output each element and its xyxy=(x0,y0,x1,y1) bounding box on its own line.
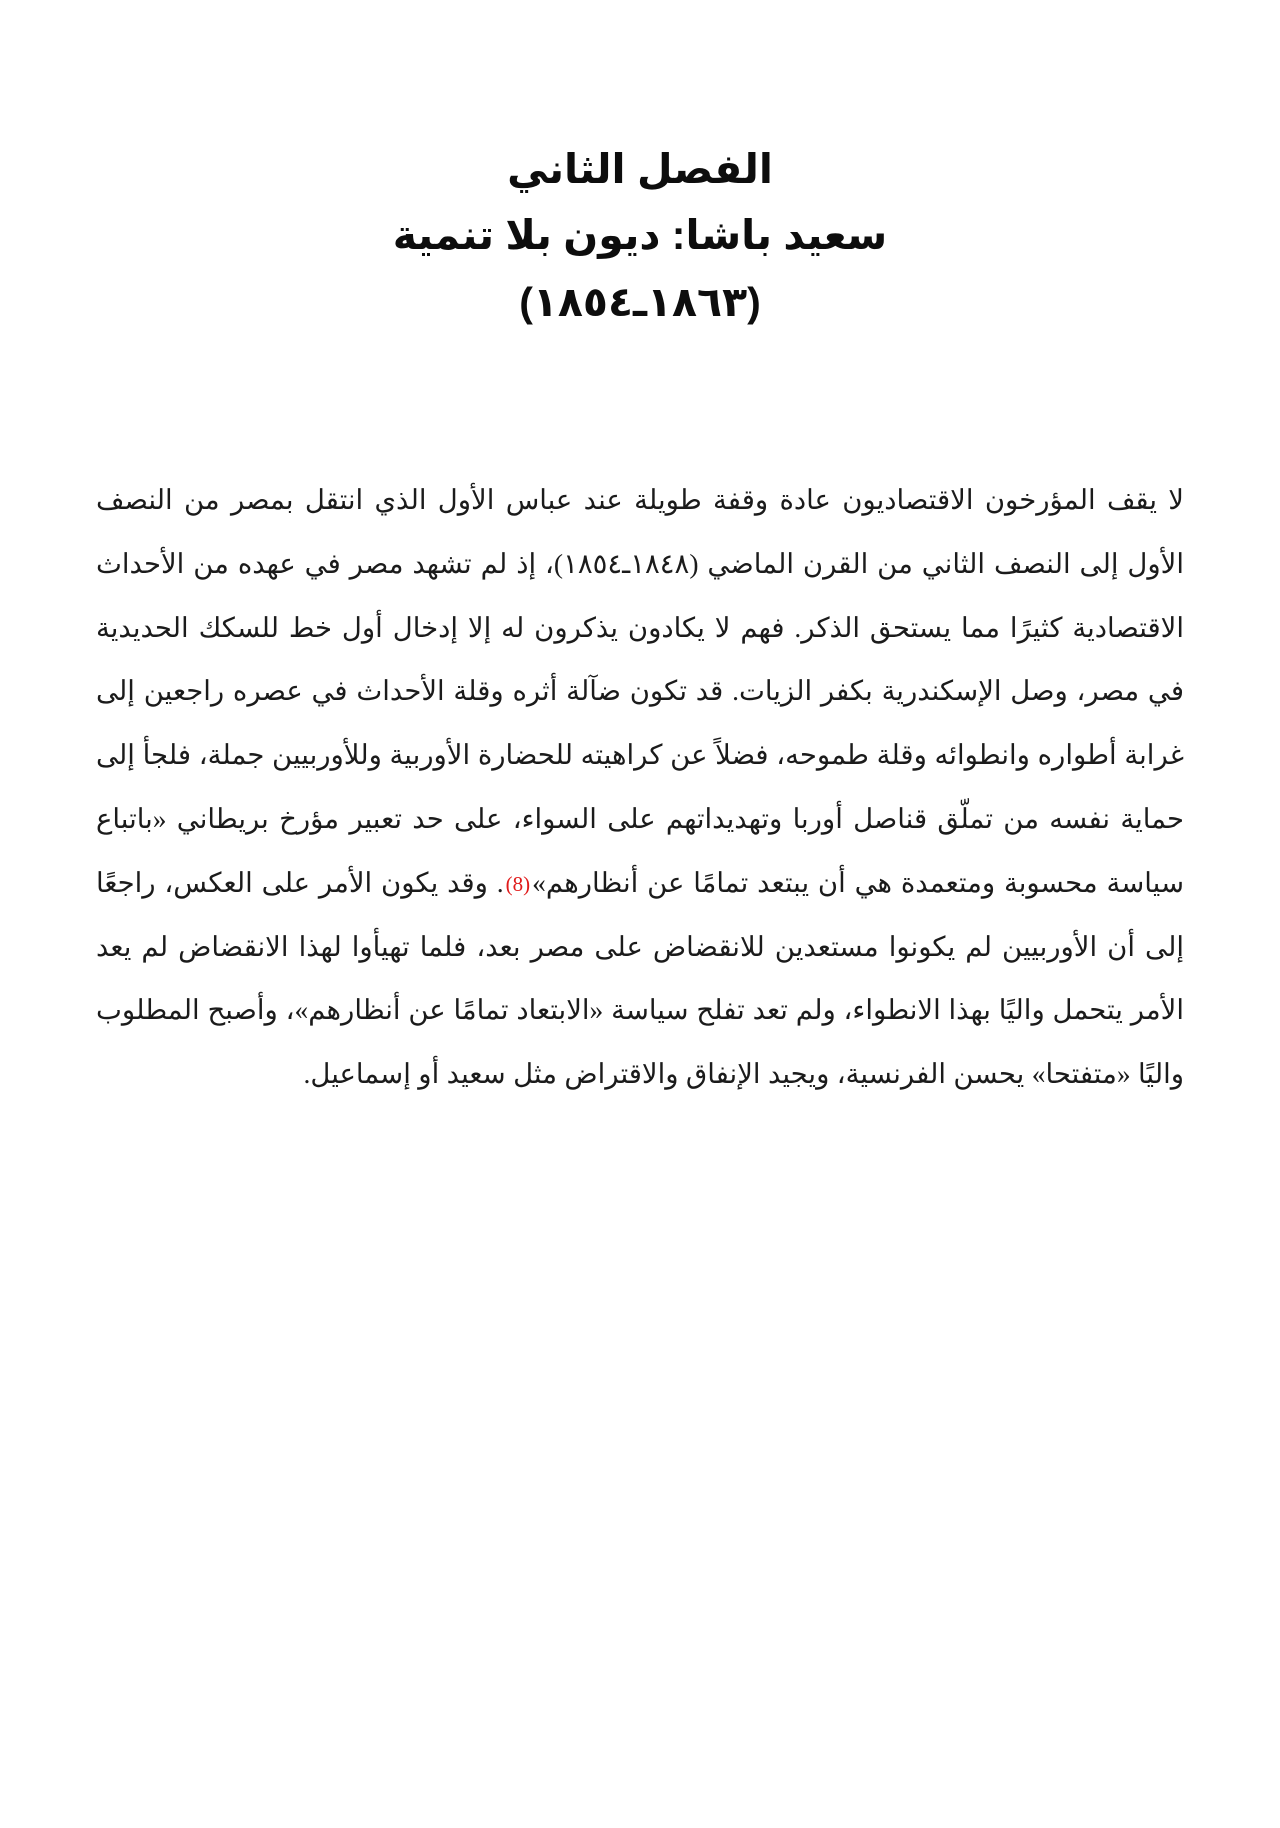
chapter-number-title: الفصل الثاني xyxy=(507,146,773,192)
footnote-reference-8[interactable]: (8) xyxy=(505,871,531,896)
chapter-heading xyxy=(0,136,1280,335)
body-content xyxy=(96,468,1184,1106)
paragraph-1 xyxy=(96,468,1184,1106)
paragraph-1-text-before-footnote: لا يقف المؤرخون الاقتصاديون عادة وقفة طويلة عند عباس الأول الذي انتقل بمصر من النصف الأول إلى النصف الثاني من القرن الماضي (١٨٤٨ـ١٨٥٤)، إذ لم تشهد مصر في عهده من الأحداث الاقتصادية كثيرًا مما يستحق الذكر. فهم لا يكادون يذكرون له إلا إدخال أول خط للسكك الحديدية في مصر، وصل الإسكندرية بكفر الزيات. قد تكون ضآلة أثره وقلة الأحداث في عصره راجعين إلى غرابة أطواره وانطوائه وقلة طموحه، فضلاً عن كراهيته للحضارة الأوربية وللأوربيين جملة، فلجأ إلى حماية نفسه من تملّق قناصل أوربا وتهديداتهم على السواء، على حد تعبير مؤرخ بريطاني «باتباع سياسة محسوبة ومتعمدة هي أن يبتعد تمامًا عن أنظارهم» xyxy=(96,484,1185,898)
chapter-date-range: (١٨٦٣ـ١٨٥٤) xyxy=(519,278,761,325)
chapter-subtitle: سعيد باشا: ديون بلا تنمية xyxy=(392,212,888,259)
paragraph-1-text-after-footnote: . وقد يكون الأمر على العكس، راجعًا إلى أن الأوربيين لم يكونوا مستعدين للانقضاض على مصر بعد، فلما تهيأوا لهذا الانقضاض لم يعد الأمر يتحمل واليًا بهذا الانطواء، ولم تعد تفلح سياسة «الابتعاد تمامًا عن أنظارهم»، وأصبح المطلوب واليًا «متفتحا» يحسن الفرنسية، ويجيد الإنفاق والاقتراض مثل سعيد أو إسماعيل. xyxy=(96,866,1184,1090)
